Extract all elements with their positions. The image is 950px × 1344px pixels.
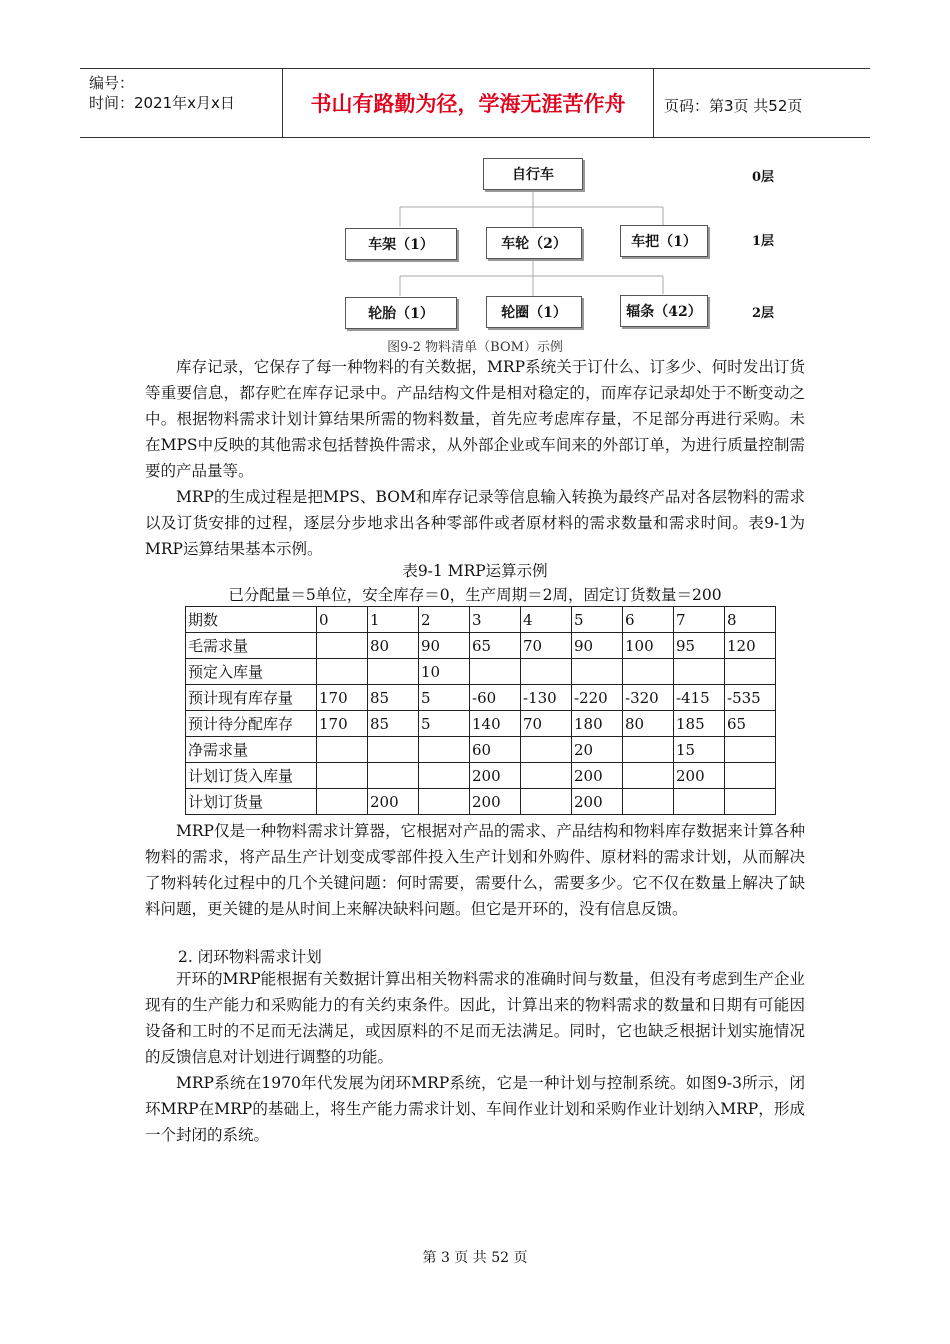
bom-diagram — [0, 0, 950, 340]
table-cell: 5 — [419, 685, 470, 711]
table-cell — [419, 763, 470, 789]
table-cell — [419, 737, 470, 763]
table-cell: 1 — [368, 607, 419, 633]
table-cell: -320 — [623, 685, 674, 711]
bom-connectors — [0, 0, 950, 340]
table-cell: 80 — [623, 711, 674, 737]
table-cell: 200 — [368, 789, 419, 815]
table-cell — [419, 789, 470, 815]
paragraph-open-loop-limits: 开环的MRP能根据有关数据计算出相关物料需求的准确时间与数量，但没有考虑到生产企业现有的生产能力和采购能力的有关约束条件。因此，计算出来的物料需求的数量和日期有可能因设备和工时的不足而无法满足，或因原料的不足而无法满足。同时，它也缺乏根据计划实施情况的反馈信息对计划进行调整的功能。 — [145, 970, 805, 1066]
table-cell: 65 — [470, 633, 521, 659]
table-cell — [470, 659, 521, 685]
paragraph-inventory-records: 库存记录，它保存了每一种物料的有关数据，MRP系统关于订什么、订多少、何时发出订货等重要信息，都存贮在库存记录中。产品结构文件是相对稳定的，而库存记录却处于不断变动之中。根据物料需求计划计算结果所需的物料数量，首先应考虑库存量，不足部分再进行采购。未在MPS中反映的其他需求包括替换件需求，从外部企业或车间来的外部订单，为进行质量控制需要的产品量等。 — [145, 358, 805, 480]
table-cell: 80 — [368, 633, 419, 659]
bom-node-wheel: 车轮（2） — [486, 227, 582, 259]
table-cell — [317, 633, 368, 659]
table-cell — [725, 763, 776, 789]
table-cell — [521, 763, 572, 789]
table-cell: 65 — [725, 711, 776, 737]
paragraph-closed-loop-mrp: MRP系统在1970年代发展为闭环MRP系统，它是一种计划与控制系统。如图9-3所示，闭环MRP在MRP的基础上，将生产能力需求计划、车间作业计划和采购作业计划纳入MRP，形成一个封闭的系统。 — [145, 1074, 805, 1144]
table-cell — [368, 763, 419, 789]
row-label: 预定入库量 — [186, 659, 317, 685]
table-cell: 6 — [623, 607, 674, 633]
table-cell: 5 — [419, 711, 470, 737]
table-cell: 7 — [674, 607, 725, 633]
table-cell: -535 — [725, 685, 776, 711]
table-cell — [623, 789, 674, 815]
table-title: 表9-1 MRP运算示例 — [402, 562, 548, 580]
table-cell: 180 — [572, 711, 623, 737]
table-cell — [317, 659, 368, 685]
bom-node-rim: 轮圈（1） — [486, 296, 582, 328]
table-cell — [521, 789, 572, 815]
table-cell — [521, 737, 572, 763]
table-row — [186, 789, 776, 815]
paragraph-mrp-generation: MRP的生成过程是把MPS、BOM和库存记录等信息输入转换为最终产品对各层物料的需求以及订货安排的过程，逐层分步地求出各种零部件或者原材料的需求数量和需求时间。表9-1为MRP运算结果基本示例。 — [145, 488, 805, 558]
header-motto: 书山有路勤为径，学海无涯苦作舟 — [283, 69, 654, 137]
table-cell — [572, 659, 623, 685]
header-page-info: 页码：第3页 共52页 — [664, 97, 803, 115]
row-label: 计划订货量 — [186, 789, 317, 815]
table-cell: 85 — [368, 685, 419, 711]
row-label: 毛需求量 — [186, 633, 317, 659]
bom-level-1: 1层 — [752, 234, 775, 249]
table-cell — [674, 659, 725, 685]
table-cell: 200 — [572, 789, 623, 815]
table-cell: 170 — [317, 711, 368, 737]
table-cell: -60 — [470, 685, 521, 711]
table-cell: 0 — [317, 607, 368, 633]
table-cell: 15 — [674, 737, 725, 763]
table-row — [186, 711, 776, 737]
table-cell: 60 — [470, 737, 521, 763]
mrp-table — [185, 606, 776, 815]
row-label: 期数 — [186, 607, 317, 633]
table-cell — [623, 737, 674, 763]
table-cell: -415 — [674, 685, 725, 711]
table-cell — [521, 659, 572, 685]
table-cell — [317, 789, 368, 815]
table-cell: 10 — [419, 659, 470, 685]
table-cell: 4 — [521, 607, 572, 633]
table-cell: 70 — [521, 633, 572, 659]
table-cell: 20 — [572, 737, 623, 763]
table-cell: 90 — [419, 633, 470, 659]
table-cell — [725, 659, 776, 685]
table-cell: 2 — [419, 607, 470, 633]
table-row — [186, 607, 776, 633]
table-cell — [725, 737, 776, 763]
table-cell: -220 — [572, 685, 623, 711]
table-cell: -130 — [521, 685, 572, 711]
table-cell — [368, 737, 419, 763]
table-cell: 200 — [674, 763, 725, 789]
table-cell: 3 — [470, 607, 521, 633]
table-cell: 200 — [470, 763, 521, 789]
table-cell — [674, 789, 725, 815]
table-row — [186, 737, 776, 763]
page-footer: 第 3 页 共 52 页 — [422, 1250, 528, 1266]
row-label: 预计待分配库存 — [186, 711, 317, 737]
table-cell — [317, 737, 368, 763]
table-cell: 70 — [521, 711, 572, 737]
table-cell: 100 — [623, 633, 674, 659]
table-cell: 90 — [572, 633, 623, 659]
table-cell — [623, 659, 674, 685]
table-cell: 95 — [674, 633, 725, 659]
bom-node-spokes: 辐条（42） — [620, 295, 708, 327]
table-cell: 85 — [368, 711, 419, 737]
table-row — [186, 659, 776, 685]
doc-date: 时间：2021年x月x日 — [89, 94, 235, 112]
row-label: 净需求量 — [186, 737, 317, 763]
table-cell: 170 — [317, 685, 368, 711]
bom-level-0: 0层 — [752, 170, 775, 185]
bom-node-frame: 车架（1） — [345, 228, 457, 260]
table-row — [186, 763, 776, 789]
bom-node-tire: 轮胎（1） — [345, 297, 457, 329]
bom-level-2: 2层 — [752, 306, 775, 321]
paragraph-mrp-calculator: MRP仅是一种物料需求计算器，它根据对产品的需求、产品结构和物料库存数据来计算各种物料的需求，将产品生产计划变成零部件投入生产计划和外购件、原材料的需求计划，从而解决了物料转化过程中的几个关键问题：何时需要，需要什么，需要多少。它不仅在数量上解决了缺料问题，更关键的是从时间上来解决缺料问题。但它是开环的，没有信息反馈。 — [145, 822, 805, 918]
table-row — [186, 633, 776, 659]
table-cell: 185 — [674, 711, 725, 737]
table-subtitle: 已分配量＝5单位，安全库存＝0，生产周期＝2周，固定订货数量＝200 — [228, 586, 722, 604]
table-cell — [623, 763, 674, 789]
figure-caption: 图9-2 物料清单（BOM）示例 — [387, 340, 563, 355]
table-cell — [725, 789, 776, 815]
doc-number-label: 编号： — [89, 74, 135, 92]
row-label: 计划订货入库量 — [186, 763, 317, 789]
table-cell — [317, 763, 368, 789]
table-row — [186, 685, 776, 711]
table-cell: 140 — [470, 711, 521, 737]
table-cell — [368, 659, 419, 685]
table-cell: 200 — [572, 763, 623, 789]
row-label: 预计现有库存量 — [186, 685, 317, 711]
table-cell: 5 — [572, 607, 623, 633]
bom-node-bicycle: 自行车 — [483, 158, 583, 190]
table-cell: 8 — [725, 607, 776, 633]
section-heading-closed-loop: 2. 闭环物料需求计划 — [178, 948, 322, 966]
table-cell: 200 — [470, 789, 521, 815]
bom-node-handlebar: 车把（1） — [620, 225, 708, 257]
table-cell: 120 — [725, 633, 776, 659]
